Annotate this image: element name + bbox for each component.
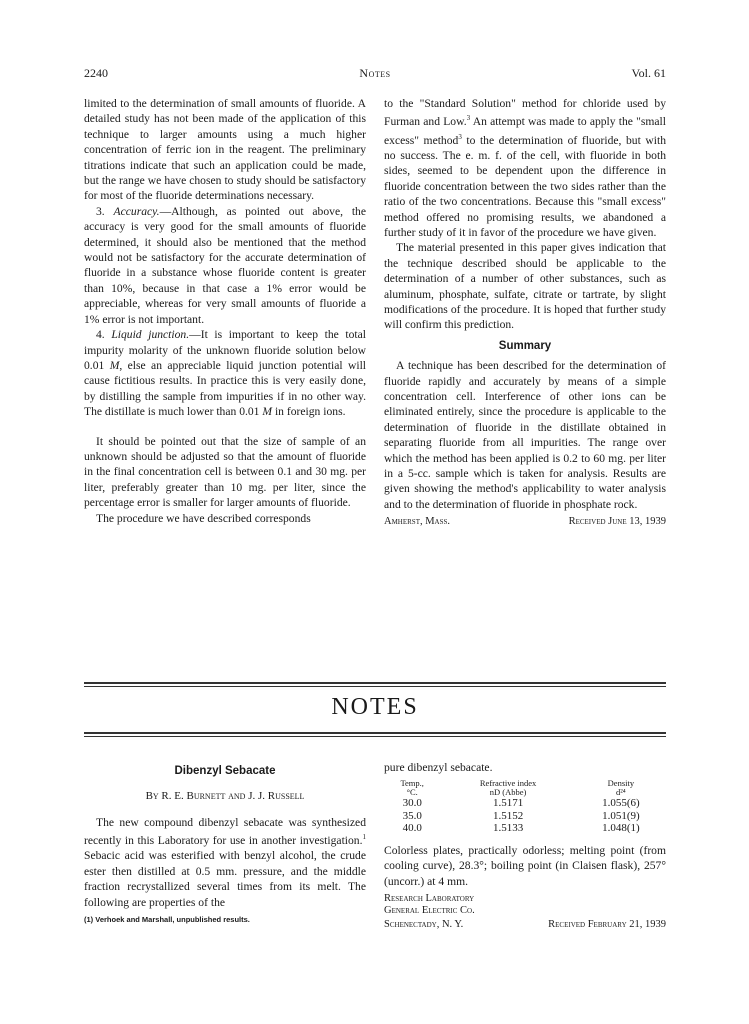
bottom-rule-thin: [84, 736, 666, 737]
paragraph: to the "Standard Solution" method for chloride used by Furman and Low.$^3$ An attempt was made to apply the "small excess" method$^3$ to the determination of fluoride, but with no success. The e. m. f. of the cell, with fluoride in both sides, seemed to be dependent upon the difference in fluoride concentration between the two sides rather than the ratio of the two concentrations. Because this "small excess" method offered no promising results, we abandoned a further study of it in favor of the procedure we have given.: [384, 97, 667, 239]
top-rule-thick: [84, 682, 666, 684]
bottom-rule-thick: [84, 732, 666, 734]
paragraph: limited to the determination of small amounts of fluoride. A detailed study has not been made of the application of this technique to larger amounts using a much higher concentration of ferric ion in the reagent. The preliminary titrations indicate that such an application could be made, but the range we have chosen to study should be satisfactory for most of the fluoride determinations necessary.: [84, 97, 366, 203]
page-number: 2240: [84, 66, 108, 80]
header-density: Density d²⁴: [607, 778, 635, 798]
summary-heading: Summary: [498, 339, 552, 352]
properties-table: [384, 779, 666, 835]
header-refractive-index: Refractive index nD (Abbe): [479, 778, 537, 798]
volume-label: Vol. 61: [631, 66, 666, 80]
notes-title: NOTES: [331, 694, 419, 720]
table-row: 40.0 1.5133 1.048(1): [402, 822, 640, 835]
table-row: 35.0 1.5152 1.051(9): [402, 809, 640, 822]
section-title: Notes: [359, 66, 391, 80]
paragraph: Colorless plates, practically odorless; melting point (from cooling curve), 28.3°; boiling point (in Claisen flask), 257° (uncorr.) at 4 mm.: [384, 843, 666, 888]
paragraph: It should be pointed out that the size of sample of an unknown should be adjusted so that the amount of fluoride in the final concentration cell is between 0.1 and 30 mg. per liter, preferably greater than 10 mg. per liter, since the percentage error is smaller for larger amounts of fluoride.: [84, 434, 366, 510]
address-received-row: [384, 917, 666, 932]
header-temp: Temp., °C.: [400, 778, 424, 798]
address-city: Schenectady, N. Y.: [384, 919, 464, 931]
received-date: Received February 21, 1939: [548, 919, 666, 931]
article-title: Dibenzyl Sebacate: [174, 765, 276, 777]
article-right-column: [384, 760, 666, 933]
paragraph: The material presented in this paper gives indication that the technique described should be applicable to the determination of a number of other substances, such as aluminum, phosphate, sulfate, citrate or tartrate, by slight modifications of the procedure. It is hoped that further study will confirm this prediction.: [384, 241, 666, 332]
address-line: General Electric Co.: [384, 905, 475, 917]
received-date: Received June 13, 1939: [568, 516, 666, 528]
address-line: Research Laboratory: [384, 893, 475, 905]
article-left-column: [84, 764, 366, 928]
signature-line: [384, 514, 666, 529]
paragraph: pure dibenzyl sebacate.: [384, 761, 493, 774]
table-row: 30.0 1.5171 1.055(6): [402, 797, 640, 810]
top-left-column: [84, 96, 366, 526]
paragraph-liquid-junction: 4. Liquid junction.—It is important to keep the total impurity molarity of the unknown fluoride solution below 0.01 M, else an appreciable liquid junction potential will cause fictitious results. In practice this is very easily done, by distilling the sample from impurities if in no other way. The distillate is much lower than 0.01 M in foreign ions.: [84, 328, 367, 419]
running-head: [84, 66, 666, 82]
top-right-column: [384, 96, 666, 530]
paragraph: The procedure we have described corresponds: [96, 511, 311, 525]
summary-paragraph: A technique has been described for the determination of fluoride rapidly and accurately by means of a simple concentration cell. Interference of other ions can be eliminated entirely, since the procedure is applicable to the determination of fluoride in the distillate obtained in separating fluoride from all impurities. The range over which the method has been applied is 0.2 to 60 mg. per liter in a 5-cc. sample which is taken for analysis. Results are given showing the method's applicability to water analysis and to the determination of fluoride in phosphate rock.: [384, 359, 666, 511]
article-byline: By R. E. Burnett and J. J. Russell: [145, 790, 305, 803]
table-header-row: [384, 779, 666, 797]
top-rule-thin: [84, 686, 666, 687]
paragraph-accuracy: 3. Accuracy.—Although, as pointed out above, the accuracy is very good for the small amounts of fluoride determined, it should also be mentioned that the method would not be satisfactory for the accurate determination of fluoride in a substance whose fluoride content is greater than 10%, because in that case a 1% error would be appreciable, whereas for very small amounts of fluoride a 1% error is not important.: [84, 204, 366, 326]
subheading-liquid-junction: Liquid junction.: [111, 328, 190, 342]
author-location: Amherst, Mass.: [384, 516, 451, 528]
subheading-accuracy: Accuracy.: [113, 204, 160, 218]
footnote: (1) Verhoek and Marshall, unpublished results.: [84, 915, 250, 925]
paragraph: The new compound dibenzyl sebacate was synthesized recently in this Laboratory for use in another investigation.$^1$ Sebacic acid was esterified with benzyl alcohol, the crude ester then distilled at 0.5 mm. pressure, and the middle fraction recrystallized several times from its melt. The following are properties of the: [84, 815, 366, 909]
